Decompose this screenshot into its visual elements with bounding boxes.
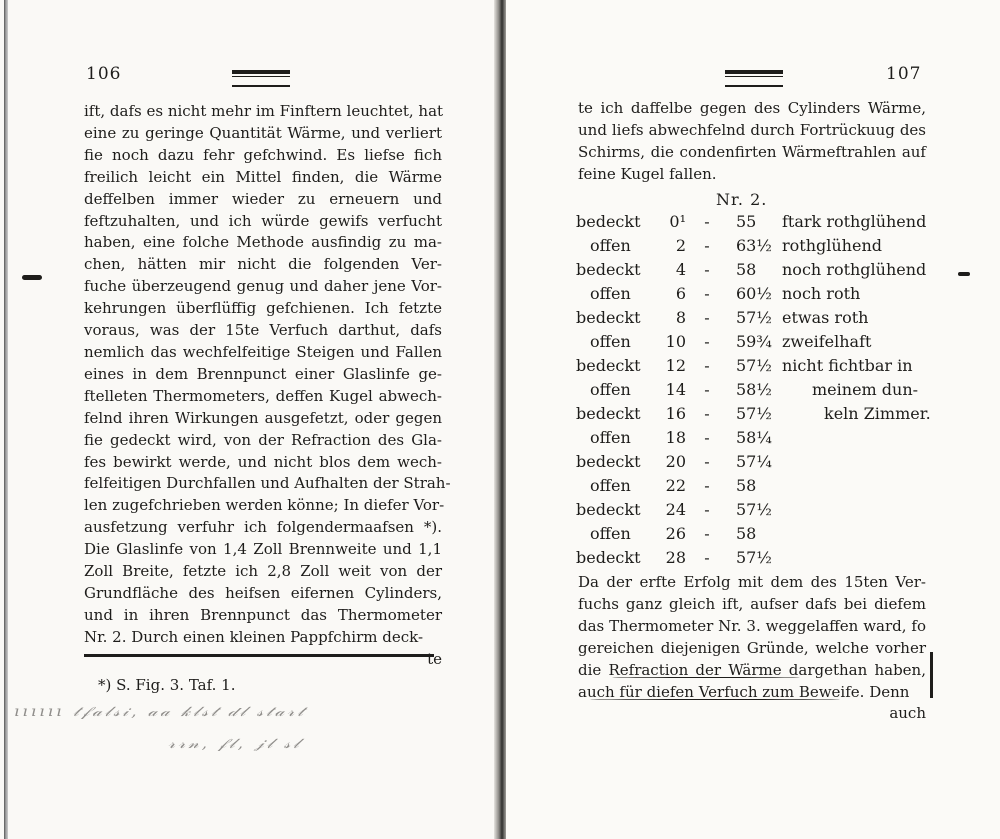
row-state: offen [590, 476, 631, 495]
row-minute: 2 [675, 236, 686, 255]
row-temperature: 58½ [736, 380, 772, 399]
text-line: te ich daffelbe gegen des Cylinders Wärme, [578, 99, 926, 117]
text-line: eine zu geringe Quantität Wärme, und verliert [84, 123, 442, 142]
row-temperature: 58 [736, 260, 757, 279]
row-note: zweifelhaft [782, 332, 872, 351]
text-line: haben, eine folche Methode ausfindig zu ma- [84, 233, 442, 252]
handwritten-annotation: 𝓇𝓇𝓃, 𝒻𝓁, 𝒿𝓁 𝓈𝓁 [168, 736, 302, 752]
text-line: ausfetzung verfuhr ich folgendermaafsen *). [84, 518, 442, 537]
row-note: keln Zimmer. [824, 404, 931, 423]
pencil-underline [590, 699, 840, 700]
row-temperature: 59¾ [736, 332, 772, 351]
text-line: Grundfläche des heifsen eifernen Cylinders, [84, 583, 442, 602]
text-line: nemlich das wechfelfeitige Steigen und Fallen [84, 342, 442, 361]
text-line: fuche überzeugend genug und daher jene Vor- [84, 277, 442, 296]
row-minute: 28 [665, 548, 686, 567]
row-minute: 4 [675, 260, 686, 279]
footnote-rule [84, 654, 434, 657]
row-minute: 14 [665, 380, 686, 399]
text-line: eines in dem Brennpunct einer Glaslinfe ge- [84, 364, 442, 383]
row-state: offen [590, 332, 631, 351]
row-temperature: 57½ [736, 356, 772, 375]
row-state: offen [590, 428, 631, 447]
text-line: die Refraction der Wärme dargethan haben, [578, 660, 926, 679]
row-temperature: 57¼ [736, 452, 772, 471]
row-state: bedeckt [576, 308, 641, 327]
row-note: rothglühend [782, 236, 882, 255]
row-temperature: 57½ [736, 308, 772, 327]
row-dash: - [704, 284, 710, 303]
handwritten-annotation: ıııııı 𝓉𝒻𝒶𝓁𝓈𝒾, 𝒶𝒶 𝓀𝓁𝓈𝓉 𝒹𝓁 𝓈𝓉𝒶𝓇𝓉 [14, 704, 307, 720]
text-line: fie gedeckt wird, von der Refraction des Gla- [84, 430, 442, 449]
pencil-underline [612, 677, 800, 678]
row-minute: 16 [665, 404, 686, 423]
row-dash: - [704, 308, 710, 327]
text-line: kehrungen überflüffig gefchienen. Ich fetzte [84, 299, 442, 318]
text-line: freilich leicht ein Mittel finden, die Wärme [84, 167, 442, 186]
left-page-number: 106 [86, 64, 122, 84]
row-minute: 6 [675, 284, 686, 303]
row-state: bedeckt [576, 452, 641, 471]
text-line: fie noch dazu fehr gefchwind. Es liefse fich [84, 145, 442, 164]
row-minute: 8 [675, 308, 686, 327]
row-state: bedeckt [576, 548, 641, 567]
text-line: gereichen diejenigen Gründe, welche vorher [578, 638, 926, 657]
text-line: fuchs ganz gleich ift, aufser dafs bei diefem [578, 594, 926, 613]
row-temperature: 58 [736, 524, 757, 543]
row-minute: 0¹ [669, 212, 686, 231]
footnote: *) S. Fig. 3. Taf. 1. [98, 676, 236, 694]
row-state: bedeckt [576, 500, 641, 519]
row-minute: 24 [665, 500, 686, 519]
row-dash: - [704, 476, 710, 495]
table-title: Nr. 2. [716, 190, 768, 209]
row-state: offen [590, 236, 631, 255]
row-dash: - [704, 500, 710, 519]
text-line: fes bewirkt werde, und nicht blos dem wech- [84, 452, 442, 471]
text-line: Die Glaslinfe von 1,4 Zoll Brennweite und 1,1 [84, 540, 442, 559]
margin-mark [22, 275, 42, 280]
row-minute: 22 [665, 476, 686, 495]
row-minute: 20 [665, 452, 686, 471]
text-line: feftzuhalten, und ich würde gewifs verfucht [84, 211, 442, 230]
row-note: noch rothglühend [782, 260, 927, 279]
text-line: ift, dafs es nicht mehr im Finftern leuchtet, hat [84, 102, 444, 120]
right-outro-text [578, 572, 926, 725]
row-temperature: 58 [736, 476, 757, 495]
text-line: deffelben immer wieder zu erneuern und [84, 189, 442, 208]
right-header-ornament [725, 70, 783, 87]
text-line: voraus, was der 15te Verfuch darthut, dafs [84, 321, 442, 340]
left-body-text [84, 101, 451, 671]
text-line: auch für diefen Verfuch zum Beweife. Denn [578, 682, 910, 701]
margin-bracket-mark [930, 652, 933, 698]
row-temperature: 57½ [736, 404, 772, 423]
row-state: bedeckt [576, 356, 641, 375]
row-dash: - [704, 404, 710, 423]
row-dash: - [704, 548, 710, 567]
left-catchword: te [427, 649, 442, 668]
row-minute: 12 [665, 356, 686, 375]
text-line: und in ihren Brennpunct das Thermometer [84, 605, 442, 624]
row-temperature: 57½ [736, 548, 772, 567]
text-line: felnd ihren Wirkungen ausgefetzt, oder gegen [84, 408, 442, 427]
text-line: Schirms, die condenfirten Wärmeftrahlen auf [578, 142, 926, 161]
row-dash: - [704, 260, 710, 279]
text-line: das Thermometer Nr. 3. weggelaffen ward, fo [578, 616, 926, 635]
right-page-number: 107 [886, 64, 922, 84]
row-minute: 10 [665, 332, 686, 351]
row-temperature: 58¼ [736, 428, 772, 447]
text-line: chen, hätten mir nicht die folgenden Ver- [84, 255, 442, 274]
row-state: offen [590, 380, 631, 399]
row-temperature: 57½ [736, 500, 772, 519]
text-line: felfeitigen Durchfallen und Aufhalten der Strah- [84, 474, 451, 493]
row-note: nicht fichtbar in [782, 356, 913, 375]
row-state: bedeckt [576, 260, 641, 279]
text-line: und liefs abwechfelnd durch Fortrückuug des [578, 120, 926, 139]
row-minute: 26 [665, 524, 686, 543]
row-state: offen [590, 524, 631, 543]
margin-mark [958, 272, 970, 276]
row-temperature: 63½ [736, 236, 772, 255]
row-temperature: 60½ [736, 284, 772, 303]
row-minute: 18 [665, 428, 686, 447]
left-header-ornament [232, 70, 290, 87]
right-catchword: auch [889, 704, 926, 723]
text-line: len zugefchrieben werden könne; In diefer Vor- [84, 496, 445, 515]
row-state: bedeckt [576, 404, 641, 423]
row-dash: - [704, 212, 710, 231]
row-note: ftark rothglühend [782, 212, 927, 231]
row-temperature: 55 [736, 212, 757, 231]
row-dash: - [704, 356, 710, 375]
row-state: offen [590, 284, 631, 303]
row-note: etwas roth [782, 308, 869, 327]
left-page-edge [4, 0, 8, 839]
row-dash: - [704, 236, 710, 255]
text-line: Zoll Breite, fetzte ich 2,8 Zoll weit von der [84, 562, 442, 581]
row-dash: - [704, 524, 710, 543]
text-line: feine Kugel fallen. [578, 164, 717, 183]
row-dash: - [704, 428, 710, 447]
right-intro-text [578, 98, 926, 186]
row-state: bedeckt [576, 212, 641, 231]
row-dash: - [704, 332, 710, 351]
row-dash: - [704, 380, 710, 399]
text-line: Da der erfte Erfolg mit dem des 15ten Ver- [578, 573, 926, 591]
text-line: Nr. 2. Durch einen kleinen Pappfchirm deck- [84, 627, 424, 646]
text-line: ftelleten Thermometers, deffen Kugel abwech- [84, 386, 442, 405]
row-note: meinem dun- [812, 380, 919, 399]
row-dash: - [704, 452, 710, 471]
row-note: noch roth [782, 284, 861, 303]
